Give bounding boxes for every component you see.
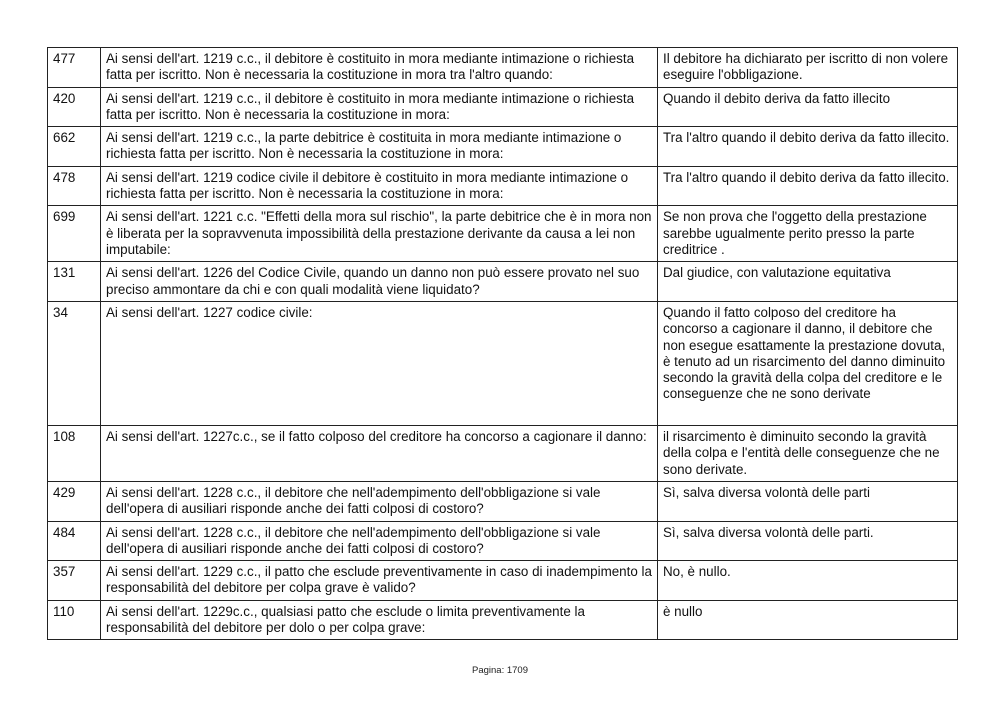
- question-number: 357: [48, 561, 101, 601]
- question-text: Ai sensi dell'art. 1219 c.c., la parte debitrice è costituita in mora mediante intimazione o richiesta fatta per iscritto. Non è necessaria la costituzione in mora:: [101, 127, 658, 167]
- table-row: [48, 301, 958, 425]
- answer-text: Tra l'altro quando il debito deriva da fatto illecito.: [658, 166, 958, 206]
- table-row: [48, 262, 958, 302]
- question-text: Ai sensi dell'art. 1227 codice civile:: [101, 301, 658, 425]
- table-row: [48, 561, 958, 601]
- table-row: [48, 127, 958, 167]
- answer-text: No, è nullo.: [658, 561, 958, 601]
- question-number: 131: [48, 262, 101, 302]
- answer-text: il risarcimento è diminuito secondo la gravità della colpa e l'entità delle conseguenze che ne sono derivate.: [658, 425, 958, 481]
- question-text: Ai sensi dell'art. 1226 del Codice Civile, quando un danno non può essere provato nel suo preciso ammontare da chi e con quali modalità viene liquidato?: [101, 262, 658, 302]
- answer-text: Quando il fatto colposo del creditore ha concorso a cagionare il danno, il debitore che non esegue esattamente la prestazione dovuta, è tenuto ad un risarcimento del danno diminuito secondo la gravità della colpa del creditore e le conseguenze che ne sono derivate: [658, 301, 958, 425]
- answer-text: Dal giudice, con valutazione equitativa: [658, 262, 958, 302]
- table-row: [48, 166, 958, 206]
- table-row: [48, 87, 958, 127]
- question-number: 478: [48, 166, 101, 206]
- qa-table-body: [48, 48, 958, 640]
- question-text: Ai sensi dell'art. 1219 c.c., il debitore è costituito in mora mediante intimazione o richiesta fatta per iscritto. Non è necessaria la costituzione in mora:: [101, 87, 658, 127]
- answer-text: Sì, salva diversa volontà delle parti: [658, 481, 958, 521]
- page-number: Pagina: 1709: [472, 665, 528, 676]
- question-number: 420: [48, 87, 101, 127]
- question-text: Ai sensi dell'art. 1228 c.c., il debitore che nell'adempimento dell'obbligazione si vale dell'opera di ausiliari risponde anche dei fatti colposi di costoro?: [101, 481, 658, 521]
- table-row: [48, 206, 958, 262]
- question-text: Ai sensi dell'art. 1221 c.c. "Effetti della mora sul rischio", la parte debitrice che è in mora non è liberata per la sopravvenuta impossibilità della prestazione derivante da causa a lei non imputabile:: [101, 206, 658, 262]
- question-number: 108: [48, 425, 101, 481]
- answer-text: Il debitore ha dichiarato per iscritto di non volere eseguire l'obbligazione.: [658, 48, 958, 88]
- question-number: 110: [48, 600, 101, 640]
- answer-text: Se non prova che l'oggetto della prestazione sarebbe ugualmente perito presso la parte creditrice .: [658, 206, 958, 262]
- document-page: [47, 47, 957, 640]
- question-number: 662: [48, 127, 101, 167]
- question-text: Ai sensi dell'art. 1228 c.c., il debitore che nell'adempimento dell'obbligazione si vale dell'opera di ausiliari risponde anche dei fatti colposi di costoro?: [101, 521, 658, 561]
- answer-text: Quando il debito deriva da fatto illecito: [658, 87, 958, 127]
- table-row: [48, 600, 958, 640]
- table-row: [48, 425, 958, 481]
- question-number: 477: [48, 48, 101, 88]
- question-number: 699: [48, 206, 101, 262]
- table-row: [48, 481, 958, 521]
- question-text: Ai sensi dell'art. 1219 c.c., il debitore è costituito in mora mediante intimazione o richiesta fatta per iscritto. Non è necessaria la costituzione in mora tra l'altro quando:: [101, 48, 658, 88]
- question-text: Ai sensi dell'art. 1229 c.c., il patto che esclude preventivamente in caso di inadempimento la responsabilità del debitore per colpa grave è valido?: [101, 561, 658, 601]
- question-number: 429: [48, 481, 101, 521]
- question-text: Ai sensi dell'art. 1227c.c., se il fatto colposo del creditore ha concorso a cagionare il danno:: [101, 425, 658, 481]
- answer-text: Sì, salva diversa volontà delle parti.: [658, 521, 958, 561]
- qa-table: [47, 47, 958, 640]
- table-row: [48, 48, 958, 88]
- answer-text: è nullo: [658, 600, 958, 640]
- table-row: [48, 521, 958, 561]
- question-number: 484: [48, 521, 101, 561]
- question-text: Ai sensi dell'art. 1229c.c., qualsiasi patto che esclude o limita preventivamente la responsabilità del debitore per dolo o per colpa grave:: [101, 600, 658, 640]
- answer-text: Tra l'altro quando il debito deriva da fatto illecito.: [658, 127, 958, 167]
- question-text: Ai sensi dell'art. 1219 codice civile il debitore è costituito in mora mediante intimazione o richiesta fatta per iscritto. Non è necessaria la costituzione in mora:: [101, 166, 658, 206]
- question-number: 34: [48, 301, 101, 425]
